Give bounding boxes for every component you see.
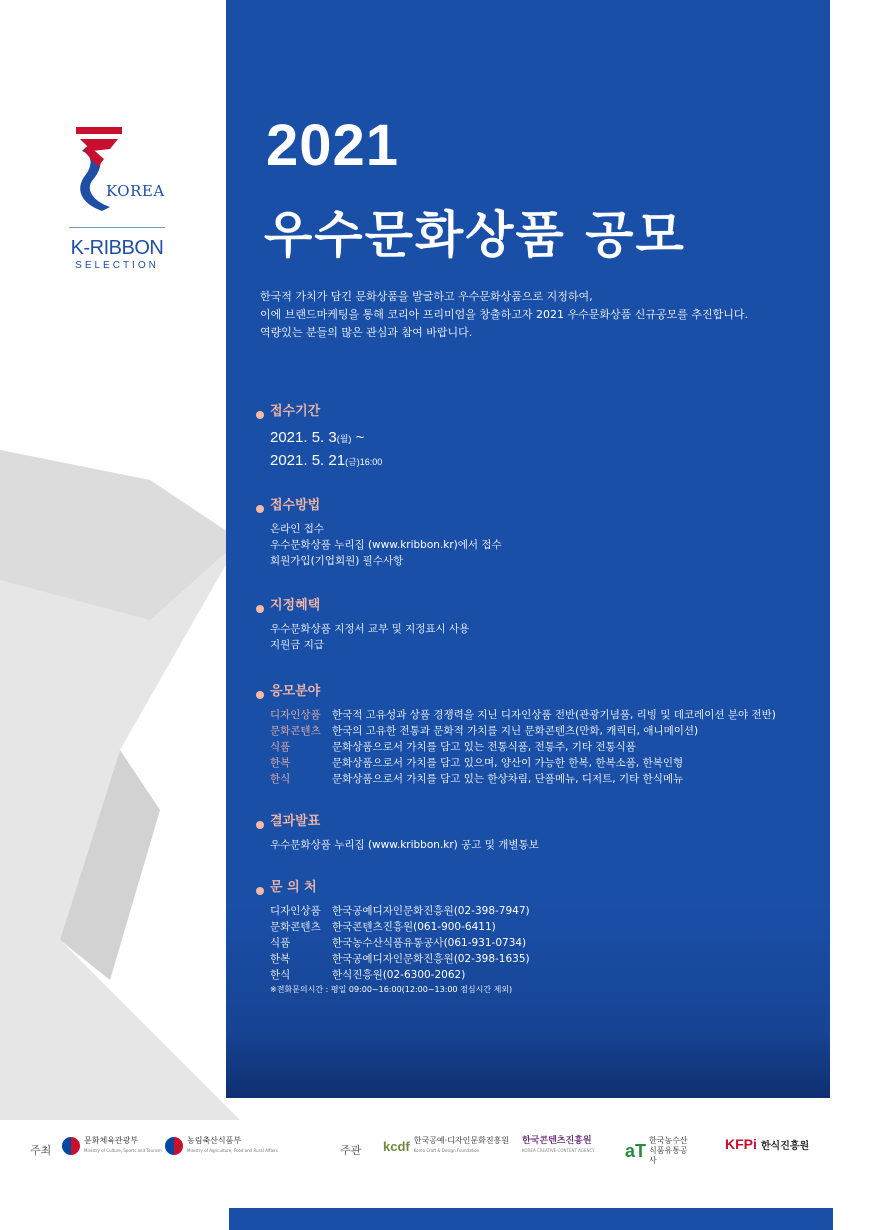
period-end: 2021. 5. 21(금)16:00 bbox=[270, 452, 383, 469]
benefit-line: 우수문화상품 지정서 교부 및 지정표시 사용 bbox=[270, 623, 470, 635]
result-line: 우수문화상품 누리집 (www.kribbon.kr) 공고 및 개별통보 bbox=[270, 839, 539, 851]
contact-row: 식품 한국농수산식품유통공사(061-931-0734) bbox=[270, 937, 527, 949]
organizer-kocca: 한국콘텐츠진흥원 KOREA CREATIVE CONTENT AGENCY bbox=[522, 1136, 595, 1153]
footer bbox=[0, 1128, 870, 1168]
ribbon-icon bbox=[62, 125, 172, 215]
field-row: 한복 문화상품으로서 가치를 담고 있으며, 양산이 가능한 한복, 한복소품, 한복인형 bbox=[270, 757, 684, 769]
bullet-icon bbox=[256, 505, 264, 513]
bullet-icon bbox=[256, 821, 264, 829]
bullet-icon bbox=[256, 691, 264, 699]
contact-row: 디자인상품 한국공예디자인문화진흥원(02-398-7947) bbox=[270, 905, 530, 917]
logo-korea-text: KOREA bbox=[106, 182, 165, 200]
intro-line: 역량있는 분들의 많은 관심과 참여 바랍니다. bbox=[260, 326, 473, 339]
section-heading: 문 의 처 bbox=[270, 876, 530, 895]
benefit-line: 지원금 지급 bbox=[270, 639, 325, 651]
year-heading: 2021 bbox=[266, 113, 400, 178]
field-row: 문화콘텐츠 한국의 고유한 전통과 문화적 가치를 지닌 문화콘텐츠(만화, 캐릭터, 애니메이션) bbox=[270, 725, 699, 737]
method-line: 회원가입(기업회원) 필수사항 bbox=[270, 555, 404, 567]
contact-row: 문화콘텐츠 한국콘텐츠진흥원(061-900-6411) bbox=[270, 921, 496, 933]
bottom-bar bbox=[229, 1208, 833, 1230]
organizer-kfpi: KFPi 한식진흥원 bbox=[725, 1136, 810, 1152]
fields-section bbox=[270, 680, 776, 787]
period-start: 2021. 5. 3(월) ~ bbox=[270, 429, 365, 446]
at-logo: aT bbox=[625, 1140, 647, 1161]
benefit-section bbox=[270, 594, 469, 653]
bullet-icon bbox=[256, 887, 264, 895]
kcdf-logo: kcdf bbox=[383, 1138, 410, 1154]
section-heading: 응모분야 bbox=[270, 680, 776, 699]
logo-selection: SELECTION bbox=[75, 260, 159, 271]
main-panel bbox=[226, 0, 830, 1098]
intro-line: 한국적 가치가 담긴 문화상품을 발굴하고 우수문화상품으로 지정하여, bbox=[260, 290, 593, 303]
field-row: 한식 문화상품으로서 가치를 담고 있는 한상차림, 단품메뉴, 디저트, 기타 한식메뉴 bbox=[270, 773, 684, 785]
contact-note: ※전화문의시간 : 평일 09:00~16:00(12:00~13:00 점심시간 제외) bbox=[270, 985, 513, 994]
result-section bbox=[270, 810, 539, 853]
logo-divider bbox=[69, 227, 165, 228]
method-section bbox=[270, 494, 502, 569]
background-ribbon-shape bbox=[0, 420, 240, 1120]
organizer-kcdf: kcdf 한국공예·디자인문화진흥원 Korea Craft & Design Foundation bbox=[383, 1136, 510, 1154]
organizer-label: 주관 bbox=[340, 1144, 362, 1157]
page-title: 우수문화상품 공모 bbox=[264, 206, 686, 264]
contact-row: 한식 한식진흥원(02-6300-2062) bbox=[270, 969, 466, 981]
section-heading: 지정혜택 bbox=[270, 594, 469, 613]
taegeuk-icon bbox=[62, 1137, 80, 1155]
section-heading: 접수기간 bbox=[270, 400, 382, 419]
section-heading: 접수방법 bbox=[270, 494, 502, 513]
k-ribbon-logo bbox=[62, 125, 172, 271]
method-line: 온라인 접수 bbox=[270, 523, 325, 535]
bullet-icon bbox=[256, 411, 264, 419]
field-row: 디자인상품 한국적 고유성과 상품 경쟁력을 지닌 디자인상품 전반(관광기념품, 리빙 및 데코레이션 분야 전반) bbox=[270, 709, 776, 721]
host-mcst: 문화체육관광부 Ministry of Culture, Sports and Tourism bbox=[62, 1136, 162, 1156]
taegeuk-icon bbox=[165, 1137, 183, 1155]
field-row: 식품 문화상품으로서 가치를 담고 있는 전통식품, 전통주, 기타 전통식품 bbox=[270, 741, 636, 753]
section-heading: 결과발표 bbox=[270, 810, 539, 829]
intro-line: 이에 브랜드마케팅을 통해 코리아 프리미엄을 창출하고자 2021 우수문화상품 신규공모를 추진합니다. bbox=[260, 308, 748, 321]
contact-row: 한복 한국공예디자인문화진흥원(02-398-1635) bbox=[270, 953, 530, 965]
intro-text bbox=[260, 288, 820, 342]
bullet-icon bbox=[256, 605, 264, 613]
logo-brand: K-RIBBON bbox=[70, 237, 164, 259]
kfpi-logo: KFPi bbox=[725, 1136, 757, 1152]
period-section bbox=[270, 400, 382, 473]
organizer-at: aT 한국농수산식품유통공사 bbox=[625, 1136, 688, 1165]
host-mafra: 농림축산식품부 Ministry of Agriculture, Food and Rural Affairs bbox=[165, 1136, 278, 1156]
host-label: 주최 bbox=[30, 1144, 52, 1157]
method-line: 우수문화상품 누리집 (www.kribbon.kr)에서 접수 bbox=[270, 539, 502, 551]
contact-section bbox=[270, 876, 530, 997]
